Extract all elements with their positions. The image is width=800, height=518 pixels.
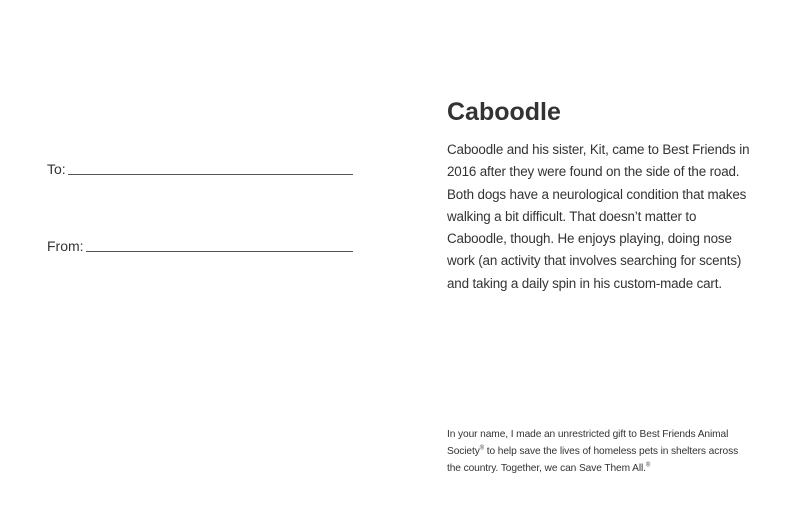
from-line[interactable] <box>86 251 353 252</box>
to-label: To: <box>47 161 66 177</box>
gift-note <box>447 426 747 477</box>
pet-story: Caboodle and his sister, Kit, came to Best Friends in 2016 after they were found on the side of the road. Both dogs have a neurological condition that makes walking a bit difficult. That doesn’t matter to Caboodle, though. He enjoys playing, doing nose work (an activity that involves searching for scents) and taking a daily spin in his custom-made cart. <box>447 142 750 291</box>
to-field[interactable] <box>47 160 353 178</box>
gift-note-part-2: to help save the lives of homeless pets in shelters across the country. Together, we can Save Them All. <box>447 446 739 474</box>
registered-mark: ® <box>479 445 485 452</box>
to-line[interactable] <box>68 174 353 175</box>
registered-mark: ® <box>645 462 651 469</box>
gift-note-part-1: In your name, I made an unrestricted gift to Best Friends Animal Society <box>447 429 729 457</box>
from-label: From: <box>47 238 84 254</box>
pet-name-title: Caboodle <box>447 98 561 126</box>
from-field[interactable] <box>47 237 353 255</box>
